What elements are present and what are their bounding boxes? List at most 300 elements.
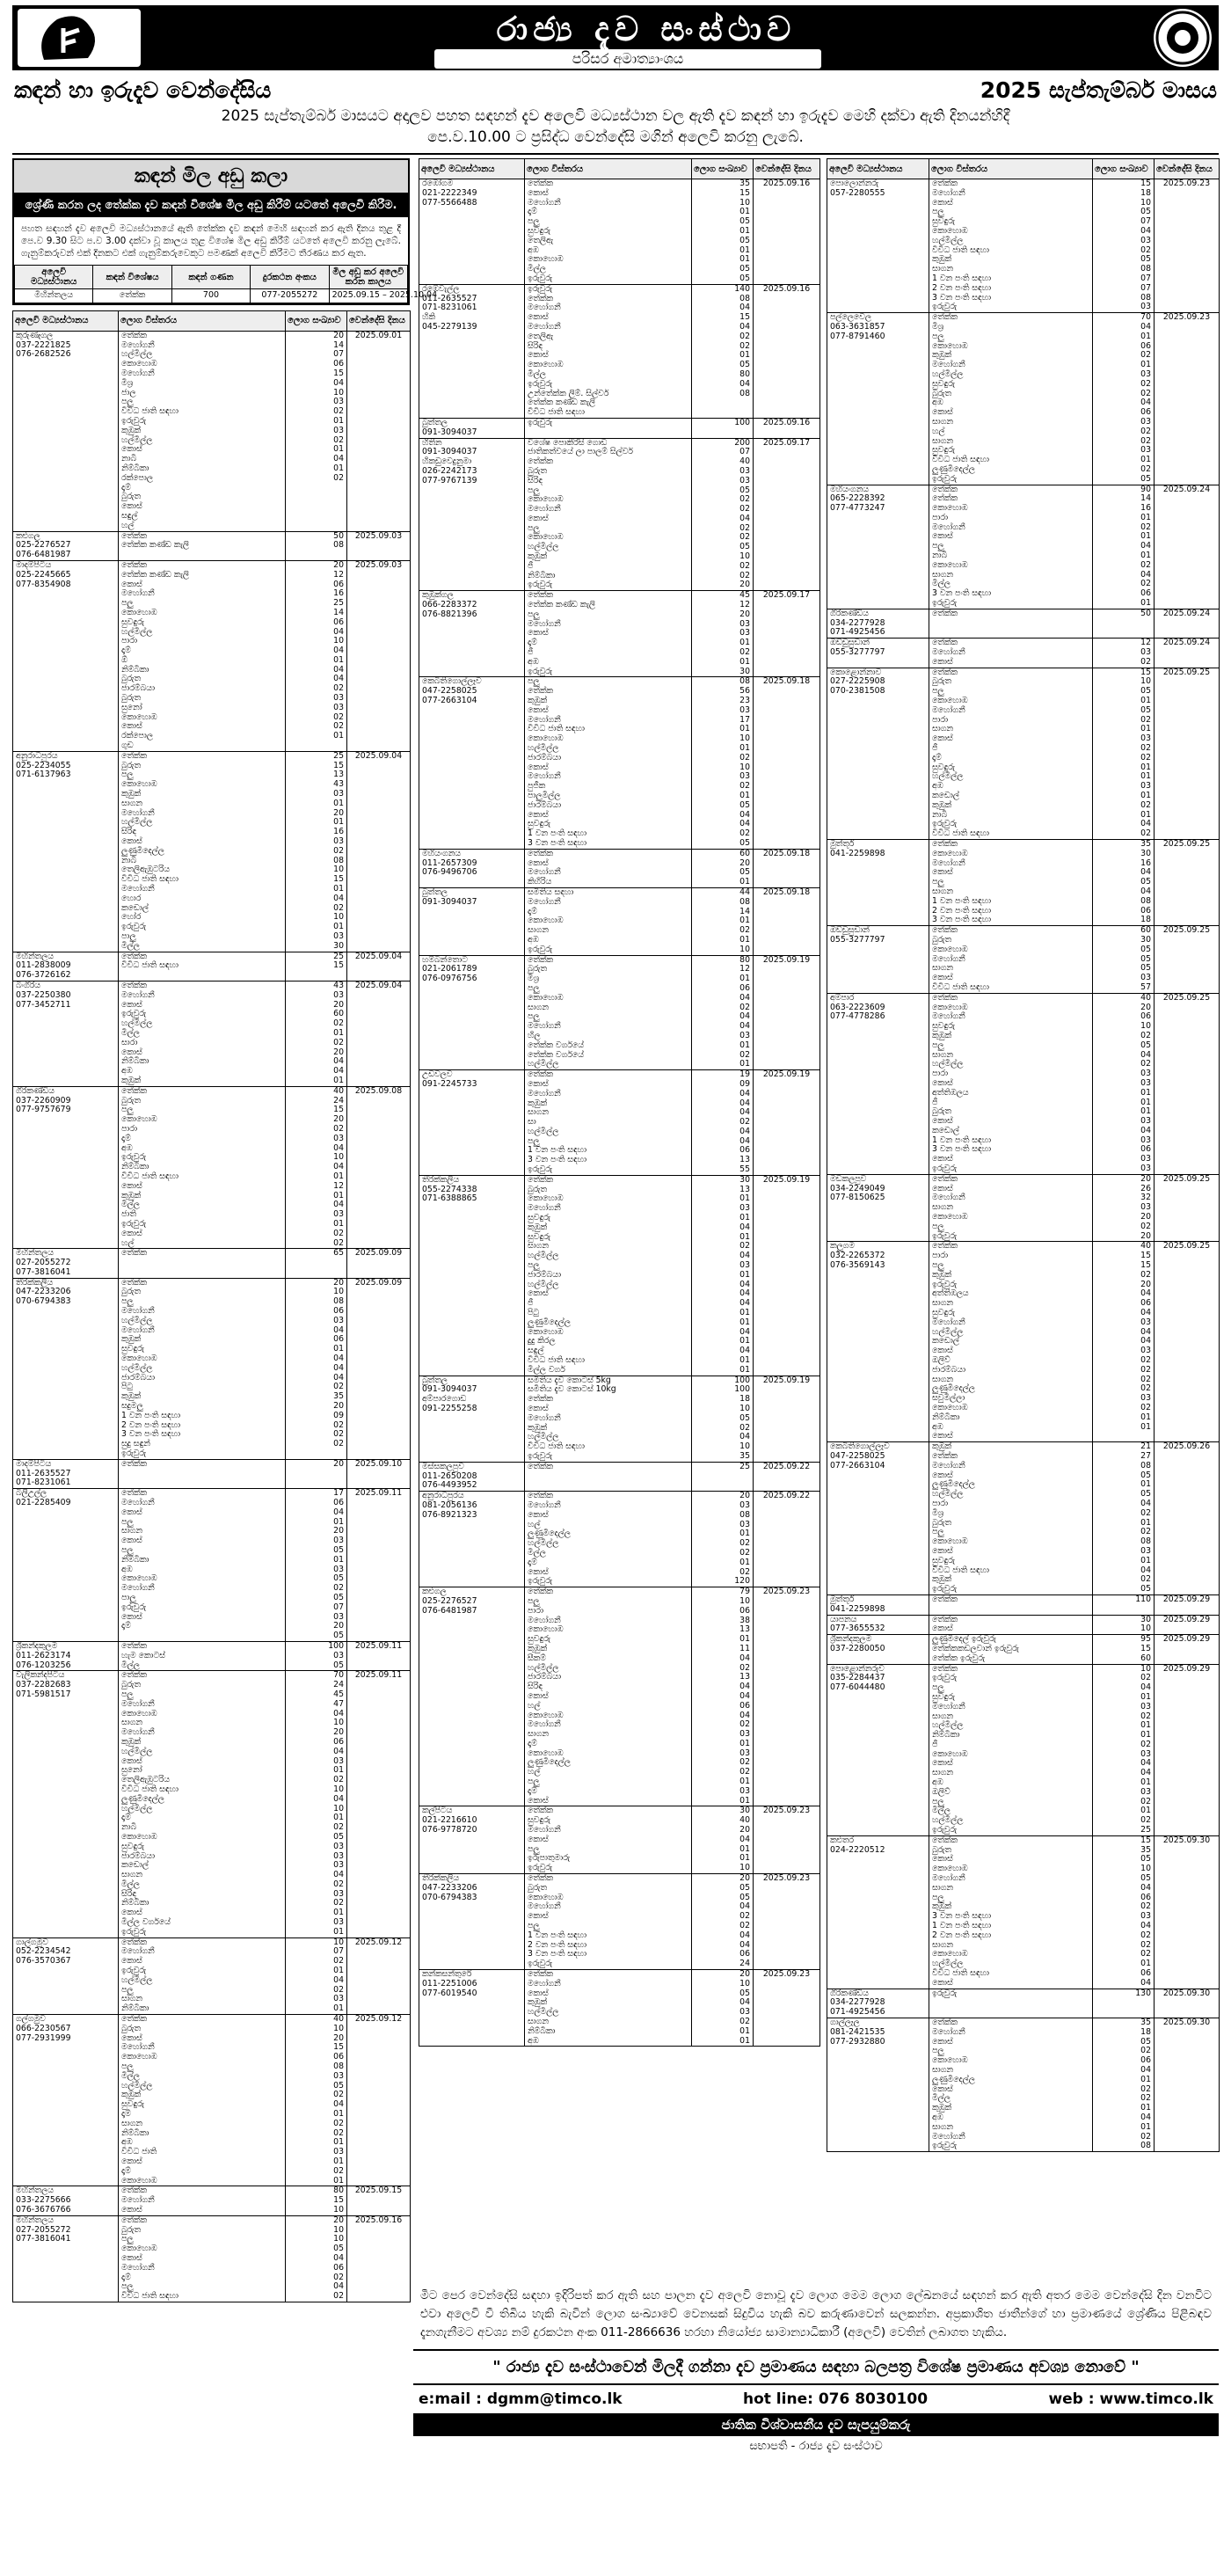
log-description-cell: තේක්ක <box>929 609 1093 638</box>
auction-date-cell: 2025.09.30 <box>1155 1835 1220 1989</box>
table-row <box>419 1070 820 1176</box>
log-count-cell: 100 <box>692 418 754 438</box>
header-cell: ලොග විස්තරය <box>929 159 1093 179</box>
log-description-cell: තේක්ක බුරුත පලු මහෝගනී හල්මිල්ල මහෝගනී කුඹුක් සුවඳුරු කොහොඹ හල්මිල්ල ජාරම්බයා පිටු කුඹුක් සදුමලු 1 වන පංති සඳහා 2 වන පංති සඳහා 3 වන පංති සඳහා සුදු සඳුන් ඉරුවුරු <box>119 1278 286 1459</box>
log-count-cell: 200 07 40 03 03 05 02 02 04 02 02 05 10 02 02 20 <box>692 438 754 591</box>
corporation-name: රාජ්‍ය දැව සංස්ථාව <box>496 9 797 48</box>
table-row <box>13 531 411 560</box>
table-row <box>827 993 1220 1174</box>
auction-date-cell: 2025.09.16 <box>754 284 820 418</box>
depot-cell: පොලොන්නරු 057-2280555 <box>827 179 929 313</box>
auction-date-cell: 2025.09.09 <box>347 1249 411 1278</box>
price-reduction-title: කඳන් මිල අඩු කලා <box>14 160 408 194</box>
log-count-cell: 20 26 32 03 20 02 20 <box>1093 1174 1155 1242</box>
footer-motto: " රාජ්‍ය දැව සංස්ථාවෙන් මිලදී ගන්නා දැව ප්‍රමාණය සඳහා බලපත්‍ර විශේෂ ප්‍රමාණය අවශ්‍ය නොවේ " <box>413 2349 1219 2385</box>
log-description-cell: තේක්ක තේක්ක කණ්ඩ කැලි කොස් මහෝගනී පලු කොහොඹ සුවඳුරු හල්මිල්ල පාරා දෑම් ඕ නිම්බිකා බුරුත ජාරම්බයා බුරුත සුනෝ කොහොඹ කොස් රක්පොල ගුඩ <box>119 560 286 751</box>
log-description-cell: තේක්ක මහෝගනී හල්මිල්ල කොහොඹ මහෝගනී මිශ්‍ර ජාල පලු විවිධ ජාති සඳහා ඉරුවුරු කුඹුක් හල්මිල්ල කොස් නාබි නිම්බිකා රක්පොල දෑම් බුරුත කොස් සඳුල් හල් <box>119 331 286 531</box>
auction-date-cell: 2025.09.01 <box>347 331 411 531</box>
depot-cell: බිංගිරිය 037-2250380 077-3452711 <box>13 981 119 1086</box>
signature-line: සභාපති - රාජ්‍ය දැව සංස්ථාව <box>749 2440 883 2453</box>
log-description-cell: ඉරුවුරු <box>525 418 692 438</box>
log-count-cell: 43 03 20 60 02 01 02 20 04 04 01 <box>286 981 347 1086</box>
log-description-cell: තේක්ක පාරා පලු කුඹුක් ඉරුවුරු අත්තිඹලය සාගන සුවඳුරු මහෝගනී හල්මිල්ල කඩොල් කොස් ඔලිව් ජාරම්බයා සාගන ලුණුමිදෙල්ල සවුමිල්ලා කොහොඹ නිම්බිකා අඹ කොස් <box>929 1242 1093 1442</box>
log-description-cell: තේක්ක <box>119 1249 286 1278</box>
depot-cell: කළුගල 025-2276527 076-6481987 <box>13 531 119 560</box>
depot-cell: මාදම්පිටිය 011-2635527 071-8231061 <box>13 1459 119 1488</box>
table-row <box>827 485 1220 609</box>
auction-date-cell: 2025.09.09 <box>347 1278 411 1459</box>
depot-cell: මිහින්තලය 011-2838009 076-3726162 <box>13 952 119 981</box>
log-count-cell: 100 100 18 10 05 02 04 10 35 <box>692 1376 754 1462</box>
log-description-cell: තේක්ක කොස් මහෝගනී කුඹුක් සාගන සා හල්මිල්ල පලු 1 වන පංති සඳහා 3 වන පංති සඳහා ඉරුවුරු <box>525 1070 692 1176</box>
log-description-cell: තේක්ක කොස් <box>929 1615 1093 1635</box>
depot-cell: හම්බන්තොට 021-2061789 076-0976756 <box>419 955 525 1070</box>
table-row <box>419 591 820 677</box>
email-label: e:mail : <box>419 2390 482 2408</box>
log-count-cell: 08 56 23 03 17 01 10 01 02 10 03 02 01 05 04 04 02 05 <box>692 677 754 849</box>
header-cell: වෙන්දේසි දිනය <box>754 159 820 179</box>
depot-cell: ගිරිකණ්ඩිය 037-2260909 077-9757679 <box>13 1086 119 1249</box>
log-description-cell: තේක්ක <box>119 1459 286 1488</box>
price-reduction-text: පහත සඳහන් දැව අලෙවි මධ්‍යස්ථානයේ ඇති තේක්ක දැව කඳන් මෙහි සඳහන් කර ඇති දිනය තුළ දී පෙ.ව 9.30 සිට ප.ව 3.00 දක්වා වූ කාලය තුළ විශේෂ මිල අඩු කිරීම් යටතේ අලෙවි කරනු ලැබේ. ගැනුම්කරුවන් එක් දිනකට එක් ගැනුම්කරුවෙකුට පමණක් අලෙවි කිරීමට තීරණය කර ඇත. <box>21 223 401 259</box>
owner-bar: ජාතික විශ්වාසනීය දැව සැපයුම්කරු <box>413 2413 1219 2436</box>
auction-date-cell: 2025.09.19 <box>754 1070 820 1176</box>
log-description-cell: සමිතිය දැව කොටස් 5kg සමිතිය දැව කොටස් 10kg තේක්ක කොස් මහෝගනී කුඹුක් හල්මිල්ල විවිධ ජාති සඳහා ඉරුවුරු <box>525 1376 692 1462</box>
log-description-cell: තේක්ක මහෝගනී කොස් ඉරුවුරු හල්මිල්ල මිල්ල සාරා කොස් නිම්බිකා අඹ කුඹුක් <box>119 981 286 1086</box>
web-link[interactable]: www.timco.lk <box>1099 2390 1213 2408</box>
table-row <box>827 1174 1220 1242</box>
table-row <box>13 1086 411 1249</box>
hotline-number[interactable]: 076 8030100 <box>818 2390 929 2408</box>
auction-date-cell: 2025.09.25 <box>1155 926 1220 994</box>
table-row <box>827 639 1220 668</box>
auction-date-cell: 2025.09.18 <box>754 849 820 887</box>
table-row <box>827 313 1220 485</box>
log-description-cell: තේක්ක බුරුත පලු කොහොඹ මහෝගනී පාරා සාගන කොස් ජී දෑම් සුවඳුරු හල්මිල්ල අඹ කඩොල් කුඹුක් නාබි ඉරුවුරු විවිධ ජාති සඳහා <box>929 668 1093 839</box>
depot-cell: මුත්තූර් 041-2259898 <box>827 839 929 925</box>
table-row <box>419 887 820 955</box>
log-count-cell: 30 40 20 04 01 01 10 <box>692 1806 754 1874</box>
depot-cell: ගාල්ගමුව 052-2234542 076-3570367 <box>13 1937 119 2014</box>
depot-cell: තිරික්කලිය 047-2233206 070-6794383 <box>419 1874 525 1970</box>
log-count-cell: 80 15 10 <box>286 2186 347 2215</box>
auction-date-cell: 2025.09.17 <box>754 591 820 677</box>
log-count-cell: 30 13 01 03 01 04 01 02 04 03 01 04 04 04 01 01 04 01 04 01 01 <box>692 1175 754 1376</box>
auction-date-cell: 2025.09.11 <box>347 1671 411 1937</box>
log-count-cell: 20 05 05 04 02 02 04 04 06 24 <box>692 1874 754 1970</box>
depot-cell: ඔඩ්ඩුසුඩාන් 055-3277797 <box>827 639 929 668</box>
log-count-cell: 40 15 15 02 20 04 06 04 03 04 04 03 02 02 02 02 03 02 01 01 <box>1093 1242 1155 1442</box>
auction-date-cell: 2025.09.23 <box>1155 179 1220 313</box>
log-count-cell: 20 10 05 04 03 02 01 01 <box>692 1970 754 2047</box>
table-row <box>13 1937 411 2014</box>
table-row <box>419 1874 820 1970</box>
table-cell: 2025.09.15 – 2025.10.04 <box>329 289 407 303</box>
log-description-cell: තේක්ක බුරුත පලු කොහොඹ කුඹුක් සාගන මහෝගනී හල්මිල්ල සිරිඳ කොස් ලුණුමිදෙල්ල නාබි තෙලිඇඹුටරිය විවිධ ජාති සඳහා මහෝගනී හොර කඩොල් හෝර ඉරුවුරු පාලු මිල්ල <box>119 751 286 952</box>
contact-bar <box>413 2385 1219 2413</box>
table-row <box>827 1242 1220 1442</box>
depot-cell: පල්ලෙවෙල 063-3631857 077-8791460 <box>827 313 929 485</box>
email-link[interactable]: dgmm@timco.lk <box>486 2390 623 2408</box>
auction-date-cell: 2025.09.15 <box>347 2186 411 2215</box>
table-row <box>827 1664 1220 1835</box>
log-count-cell: 45 12 20 03 03 01 02 01 30 <box>692 591 754 677</box>
log-description-cell: තේක්ක කොහොඹ මහෝගනී සුවඳුරු කුඹුක් පලු සාගන හල්මිල්ල පාරා කොස් අත්තිඹලය ජී බුරුත කොස් කඩොල් 1 වන පංති සඳහා 3 වන පංති සඳහා කොස් ඉරුවුරු <box>929 993 1093 1174</box>
log-description-cell: තේක්ක මහෝගනී කොස් <box>119 2186 286 2215</box>
depot-cell: කෙබිතිගොල්ලෑව 047-2258025 077-2663104 <box>827 1442 929 1595</box>
log-count-cell: 15 18 10 05 07 04 03 02 05 08 07 07 08 03 <box>1093 179 1155 313</box>
national-emblem-icon <box>1154 9 1212 67</box>
log-count-cell: 50 08 <box>286 531 347 560</box>
table-cell: තේක්ක <box>93 289 171 303</box>
log-count-cell: 10 07 02 01 04 02 03 01 <box>286 1937 347 2014</box>
log-count-cell: 70 04 01 06 02 01 03 02 02 04 06 03 02 02 03 01 02 05 <box>1093 313 1155 485</box>
auction-date-cell: 2025.09.19 <box>754 1376 820 1462</box>
table-row <box>13 2015 411 2186</box>
header-cell: අලෙවි මධ්‍යස්ථානය <box>13 310 119 331</box>
log-count-cell: 20 14 07 06 15 04 10 03 02 01 03 02 01 04 01 02 <box>286 331 347 531</box>
log-count-cell: 110 <box>1093 1594 1155 1615</box>
depot-cell: බුත්තල 091-3094037 <box>419 887 525 955</box>
table-row <box>13 1489 411 1642</box>
log-count-cell: 12 03 02 <box>1093 639 1155 668</box>
header-cell: ලොග විස්තරය <box>119 310 286 331</box>
auction-date-cell: 2025.09.24 <box>1155 485 1220 609</box>
log-description-cell: තේක්ක කොහොඹ මහෝගනී කොස් පලු සාගන 1 වන පංති සඳහා 2 වන පංති සඳහා 3 වන පංති සඳහා <box>929 839 1093 925</box>
auction-date-cell: 2025.09.23 <box>754 1806 820 1874</box>
log-count-cell: 35 18 05 02 06 04 01 02 02 01 04 01 02 08 <box>1093 2018 1155 2152</box>
table-row <box>419 1970 820 2047</box>
depot-cell: ගිරිකණ්ඩිය 034-2277928 071-4925456 <box>827 1989 929 2018</box>
log-count-cell: 15 10 05 01 05 02 01 03 02 02 01 01 03 01 02 01 04 02 <box>1093 668 1155 839</box>
header-cell: මිල අඩු කර අලෙවි කරන කාලය <box>329 266 407 289</box>
auction-date-cell: 2025.09.26 <box>1155 1442 1220 1595</box>
auction-date-cell: 2025.09.30 <box>1155 1989 1220 2018</box>
log-description-cell: තේක්ක පලු පාරා මහෝගනී කොහොඹ සුවඳුරු කුඹුක් සීකම් හල්මිල්ල ජාරම්බයා සිරිඳ කොස් හල් කොහොඹ මහෝගනී සාගන දෑම් කොහොඹ ලුණුමිදෙල්ල හල් පලු දෑම් කොස් <box>525 1587 692 1806</box>
header-cell: ලොග සංඛ්‍යාව <box>692 159 754 179</box>
auction-table <box>419 158 820 2047</box>
log-count-cell: 40 20 06 10 02 05 04 02 03 03 01 01 01 03 04 03 06 03 03 <box>1093 993 1155 1174</box>
auction-date-cell: 2025.09.16 <box>754 418 820 438</box>
depot-cell: ගිරිකණ්ඩිය 034-2277928 071-4925456 <box>827 609 929 638</box>
table-row <box>13 2215 411 2302</box>
header-cell: අලෙවි මධ්‍යස්ථානය <box>827 159 929 179</box>
table-cell: මිහින්තලය <box>15 289 93 303</box>
log-count-cell: 70 24 45 47 04 10 20 06 04 03 01 02 10 04 10 01 02 05 03 03 03 04 02 03 02 01 03 01 <box>286 1671 347 1937</box>
log-description-cell: තේක්ක <box>525 1462 692 1491</box>
auction-date-cell: 2025.09.19 <box>754 1175 820 1376</box>
hotline-label: hot line: <box>742 2390 813 2408</box>
table-row <box>419 284 820 418</box>
table-row <box>419 1492 820 1587</box>
header-cell: කඳන් විශේෂය <box>93 266 171 289</box>
auction-date-cell: 2025.09.16 <box>347 2215 411 2302</box>
table-row <box>13 560 411 751</box>
depot-cell: බුත්තල 091-3094037 අම්පාරගොඩ 091-2255258 <box>419 1376 525 1462</box>
table-row <box>13 1641 411 1670</box>
auction-date-cell: 2025.09.25 <box>1155 1242 1220 1442</box>
auction-date-cell: 2025.09.29 <box>1155 1664 1220 1835</box>
table-row <box>827 2018 1220 2152</box>
table-row <box>419 1806 820 1874</box>
log-description-cell: තේක්ක බුරුත පලු කොහොඹ කොස් මහෝගනී දෑම් පලු විවිධ ජාති සඳහා <box>119 2215 286 2302</box>
table-row <box>419 849 820 887</box>
auction-date-cell: 2025.09.03 <box>347 531 411 560</box>
log-count-cell: 40 10 20 15 06 08 03 05 02 04 01 02 02 01 03 01 02 01 <box>286 2015 347 2186</box>
table-row <box>827 839 1220 925</box>
auction-date-cell: 2025.09.11 <box>347 1641 411 1670</box>
log-description-cell: තේක්ක බුරුත කොහොඹ මහෝගනී සුවඳුරු කුඹුක් සුවඳුරු සාගන හල්මිල්ල පලු ජාරම්බයා හල්මිල්ල කොස් ජී පිටු ලුණුමිදෙල්ල කොහොඹ දුදු කිරල සඳුල් විවිධ ජාති සඳහා මිල්ල වර්ග <box>525 1175 692 1376</box>
log-count-cell: 90 14 16 01 02 01 04 01 02 04 02 06 01 <box>1093 485 1155 609</box>
auction-date-cell: 2025.09.19 <box>754 955 820 1070</box>
log-description-cell: තේක්ක තේක්ක කණ්ඩ කැලි <box>119 531 286 560</box>
auction-date-cell: 2025.09.22 <box>754 1492 820 1587</box>
log-description-cell: තේක්ක මහෝගනී කොස් පලු කොහොඹ සාගන ලුණුමිදෙල්ල කොස් මිල්ල කුඹුක් අඹ සාගන මහෝගනී ඉරුවුරු <box>929 2018 1093 2152</box>
auction-headline: කඳන් හා ඉරුදැව වෙන්දේසිය <box>14 77 272 103</box>
table-cell: 700 <box>171 289 250 303</box>
table-row <box>827 926 1220 994</box>
header-cell: ලොග සංඛ්‍යාව <box>1093 159 1155 179</box>
table-row <box>419 1587 820 1806</box>
table-cell: 077-2055272 <box>251 289 329 303</box>
depot-cell: පොළොන්නරුව 035-2284437 077-6044480 <box>827 1664 929 1835</box>
auction-date-cell: 2025.09.30 <box>1155 2018 1220 2152</box>
depot-cell: මිහින්තලය 033-2275666 076-3676766 <box>13 2186 119 2215</box>
depot-cell: බිලිඋල්ල 021-2285409 <box>13 1489 119 1642</box>
depot-cell: මුත්තූර් 041-2259898 <box>827 1594 929 1615</box>
log-count-cell: 17 06 04 01 20 03 05 01 03 05 02 05 07 03 20 05 <box>286 1489 347 1642</box>
log-count-cell: 25 15 <box>286 952 347 981</box>
log-count-cell: 10 02 04 01 03 02 01 01 02 03 04 04 01 03 02 01 02 25 <box>1093 1664 1155 1835</box>
intro-text: 2025 සැප්තැම්බර් මාසයට අදාලව පහත සඳහන් දැව අලෙවි මධ්‍යස්ථාන වල ඇති දැව කඳන් හා ඉරුදැව මෙහි දක්වා ඇති දිනයන්හිදී පෙ.ව.10.00 ට ප්‍රසිද්ධ වෙන්දේසි මගින් අලෙවි කරනු ලැබේ. <box>221 107 1010 146</box>
log-count-cell: 35 15 10 01 05 01 05 01 01 05 05 <box>692 179 754 285</box>
depot-cell: කල්පිටිය 021-2216610 076-9778720 <box>419 1806 525 1874</box>
table-row <box>827 609 1220 638</box>
auction-date-cell: 2025.09.29 <box>1155 1594 1220 1615</box>
log-description-cell: තේක්ක මහෝගනී කොස් පලු සාගන කොස් පලු නිම්බිකා අඹ කොහොඹ මහෝගනී පාලු ඉරුවුරු කොස් දෑම් <box>119 1489 286 1642</box>
depot-cell: කෙබිතිගොල්ලෑව 047-2258025 077-2663104 <box>419 677 525 849</box>
auction-date-cell: 2025.09.17 <box>754 438 820 591</box>
email-contact <box>419 2390 623 2408</box>
log-description-cell: තේක්ක කොස් මහෝගනී කිහිරිය <box>525 849 692 887</box>
header-cell: දුරකථන අංකය <box>251 266 329 289</box>
auction-date-cell: 2025.09.12 <box>347 1937 411 2014</box>
log-count-cell: 40 24 15 20 02 03 04 10 04 01 12 01 04 03 01 02 02 <box>286 1086 347 1249</box>
depot-cell: මඩකලපුව 034-2249049 077-8150625 <box>827 1174 929 1242</box>
header-cell: ලොග විස්තරය <box>525 159 692 179</box>
depot-cell: මහියංගනය 065-2228392 077-4773247 <box>827 485 929 609</box>
masthead-banner <box>12 5 1219 70</box>
auction-table <box>827 158 1220 2152</box>
log-description-cell: තේක්ක මහෝගනී කොස් පලු සුවඳුරු කොහොඹ හල්මිල්ල විවිධ ජාති සඳහා කුඹුක් සාගන 1 වන පංති සඳහා 2 වන පංති සඳහා 3 වන පංති සඳහා ඉරුවුරු <box>929 179 1093 313</box>
log-description-cell: තේක්ක සුවඳුරු මහෝගනී කොස් පලු ඉරුපාතුමාරු ඉරුවුරු <box>525 1806 692 1874</box>
log-description-cell: ලුණුමිදෙල් ඉරුවුරු තේක්කකඩලවාන් ඉරුවුරු තේක්ක ඉරුවුරු <box>929 1635 1093 1664</box>
auction-date-cell: 2025.09.24 <box>1155 639 1220 668</box>
log-description-cell: තේක්ක බුරුත පලු මහෝගනී කොහොඹ සාගන මහෝගනී කුඹුක් හල්මිල්ල කොස් සුනෝ තෙලිඇඹුටරිය විවිධ ජාති සඳහා ලුණුමිදෙල්ල හල්මිල්ල දෑම් නාබි කොහොඹ සුවඳුරු ජාරම්බයා කඩොල් සාගන මිල්ල සිරිඳ නිම්බිකා කොස් මිල්ල වර්ගයේ ඉරුවුරු <box>119 1671 286 1937</box>
log-count-cell: 60 30 05 05 05 03 57 <box>1093 926 1155 994</box>
log-description-cell: තේක්ක බුරුත මිශ්‍ර පලු කොහොඹ සාගන පලු මහෝගනී හිල තේක්ක වර්ගයේ තේක්ක වර්ගයේ හල්මිල්ල <box>525 955 692 1070</box>
log-count-cell: 20 12 06 16 25 14 06 04 10 04 01 04 04 02 03 03 02 02 01 <box>286 560 347 751</box>
log-description-cell: තේක්ක මහෝගනී කොස් කුඹුක් හල්මිල්ල සාගන නිම්බිකා අඹ <box>525 1970 692 2047</box>
log-count-cell: 65 <box>286 1249 347 1278</box>
depot-cell: ගාල්ලෑල 081-2421535 077-2932880 <box>827 2018 929 2152</box>
depot-cell: වැලිකන්දපිටිය 037-2282683 071-5981517 <box>13 1671 119 1937</box>
depot-cell: කළුගල 025-2276527 076-6481987 <box>419 1587 525 1806</box>
auction-date-cell: 2025.09.11 <box>347 1489 411 1642</box>
log-description-cell: පලු තේක්ක කුඹුක් කොස් මහෝගනී විවිධ ජාති සඳහා කොහොඹ හල්මිල්ල ජාරම්බයා කොස් මහෝගනී පුජීක පාලුමිල්ල ජාරම්බයා කොස් සුවඳුරු 1 වන පංති සඳහා 3 වන පංති සඳහා <box>525 677 692 849</box>
depot-cell: කොළොන්නාව 027-2225908 070-2381508 <box>827 668 929 839</box>
log-count-cell: 25 15 13 43 03 01 20 01 16 03 02 08 10 15 01 04 02 10 01 03 30 <box>286 751 347 952</box>
depot-cell: කළුතර 024-2220512 <box>827 1835 929 1989</box>
log-count-cell: 20 10 10 05 04 06 02 04 02 <box>286 2215 347 2302</box>
depot-cell: ශ්‍රීකන්දකුලම 037-2280050 <box>827 1635 929 1664</box>
auction-date-cell: 2025.09.22 <box>754 1462 820 1491</box>
table-row <box>13 1671 411 1937</box>
depot-cell: කුඹුක්ගල 066-2283372 076-8821396 <box>419 591 525 677</box>
table-row <box>419 677 820 849</box>
auction-date-cell: 2025.09.25 <box>1155 839 1220 925</box>
auction-date-cell: 2025.09.18 <box>754 887 820 955</box>
price-reduction-subtitle: ශ්‍රේණි කරන ලද තේක්ක දැව කඳන් විශේෂ මිල අඩු කිරීම් යටතේ අලෙවි කිරීම. <box>14 194 408 217</box>
log-count-cell: 35 30 16 04 05 04 08 06 18 <box>1093 839 1155 925</box>
depot-cell: කලුගම 032-2265372 076-3569143 <box>827 1242 929 1442</box>
depot-cell: ගල්ගමුව 066-2230567 077-2931999 <box>13 2015 119 2186</box>
depot-cell: රඹේවැල්ල 011-2635527 071-8231061 හිකි 045-2279139 <box>419 284 525 418</box>
table-row <box>419 1376 820 1462</box>
header-divider <box>12 153 1219 155</box>
table-row <box>827 1989 1220 2018</box>
log-description-cell: තේක්ක කොස් මහෝගනී දෑම් පලු සුවඳුරු තෙලිඇ අඹ කොහොඹ මිල්ල ඉරුවුරු <box>525 179 692 285</box>
hotline-contact <box>743 2390 928 2408</box>
auction-column-3 <box>827 158 1219 2152</box>
auction-date-cell: 2025.09.23 <box>754 1970 820 2047</box>
auction-date-cell: 2025.09.18 <box>754 677 820 849</box>
table-row <box>13 1249 411 1278</box>
depot-cell: මිස්සකලපුව 011-2650208 076-4493952 <box>419 1462 525 1491</box>
table-row <box>827 1594 1220 1615</box>
log-count-cell: 21 27 08 05 01 05 04 02 01 02 08 03 01 04 02 05 <box>1093 1442 1155 1595</box>
log-count-cell: 50 <box>1093 609 1155 638</box>
depot-cell: තිරික්කලිය 055-2274338 071-6388865 <box>419 1175 525 1376</box>
log-count-cell: 20 <box>286 1459 347 1488</box>
log-count-cell: 30 10 <box>1093 1615 1155 1635</box>
log-description-cell: තේක්ක හැම කොටස් මිල්ල <box>119 1641 286 1670</box>
auction-date-cell: 2025.09.29 <box>1155 1615 1220 1635</box>
header-cell: අලෙවි මධ්‍යස්ථානය <box>419 159 525 179</box>
auction-date-cell: 2025.09.23 <box>754 1587 820 1806</box>
table-row <box>13 331 411 531</box>
table-row <box>419 1462 820 1491</box>
table-row <box>827 1635 1220 1664</box>
depot-cell: මාදම්පිටිය 025-2245665 077-8354908 <box>13 560 119 751</box>
header-cell: වෙන්දේසි දිනය <box>1155 159 1220 179</box>
depot-cell: රඹෝගම 021-2222349 077-5566488 <box>419 179 525 285</box>
header-cell: වෙන්දේසි දිනය <box>347 310 411 331</box>
log-description-cell: තේක්ක කොස් මහෝගනී සාගන කොහොඹ පලු ඉරුවුරු <box>929 1174 1093 1242</box>
table-row <box>827 1615 1220 1635</box>
log-count-cell: 25 <box>692 1462 754 1491</box>
log-count-cell: 60 20 05 01 <box>692 849 754 887</box>
depot-cell: කන්කසන්තුරේ 011-2251006 077-6019540 <box>419 1970 525 2047</box>
log-count-cell: 130 <box>1093 1989 1155 2018</box>
footer-notice: මීට පෙර වෙන්දේසි සඳහා ඉදිරිපත් කර ඇති සහ පාලන දැව අලෙවි නොවූ දැව ලොග මෙම ලොග ලේඛනයේ සඳහන් කර ඇති අතර මෙම වෙන්දේසි දින වනවිට එවා අලෙවි වී තිබිය හැකි බැවින් ලොග සංඛ්‍යාවේ වෙනසක් සිදුවිය හැකි බව කරුණාවෙන් සලකන්න. අප්‍රකාශිත ජාතීන්ගේ හා ප්‍රමාණයේ ශ්‍රේණිය පිළිබඳව දැනගැනීමට අවශ්‍ය නම් දුරකථන අංක 011-2866636 හරහා නියෝජ්‍ය සාමාන්‍යාධිකාරී (අලෙවි) වෙතින් ලබාගත හැකිය. <box>420 2288 1212 2339</box>
depot-cell: මිහින්තලය 027-2055272 077-3816041 <box>13 1249 119 1278</box>
log-count-cell: 44 08 14 01 02 01 10 <box>692 887 754 955</box>
footer <box>413 2287 1219 2456</box>
auction-date-cell: 2025.09.04 <box>347 751 411 952</box>
price-reduction-table <box>14 265 438 303</box>
log-count-cell: 100 03 05 <box>286 1641 347 1670</box>
log-description-cell: තේක්ක බුරුත පලු කොහොඹ පාරා දෑම් අඹ ඉරුවුරු නිම්බිකා විවිධ ජාති සඳහා කොස් කුඹුක් මිල්ල ජාති ඉරුවුරු කොස් හල් <box>119 1086 286 1249</box>
depot-cell: යාපනය 077-3655532 <box>827 1615 929 1635</box>
depot-cell: ඔඩ්ඩුසුඩාන් 055-3277797 <box>827 926 929 994</box>
log-description-cell: ඉරුවුරු තේක්ක මහෝගනී කොස් මහෝගනී තෙලිඇ සිරිඳ කොස් කොහොඹ මිල්ල ඉරුවුරු උන්තේක්ක ලිම්. සිල්වර් තේක්ක කණ්ඩ කැලි විවිධ ජාති සඳහා <box>525 284 692 418</box>
web-contact <box>1048 2390 1213 2408</box>
log-description-cell: තේක්ක බුරුත කොහොඹ මහෝගනී කොස් පලු 1 වන පංති සඳහා 2 වන පංති සඳහා 3 වන පංති සඳහා ඉරුවුරු <box>525 1874 692 1970</box>
depot-cell: හිතින 091-3094037 හිකඩුවෙදුනුමා 026-2242173 077-9767139 <box>419 438 525 591</box>
auction-date-cell: 2025.09.16 <box>754 179 820 285</box>
table-row <box>13 1459 411 1488</box>
log-description-cell: තේක්ක බුරුත කොස් මහෝගනී කොහොඹ පලු මිල්ල හල්මිල්ල කුඹුක් සුවඳුරු දෑම් සාගන නිම්බිකා අඹ විවිධ ජාති කොස් දෑම් කොහොඹ <box>119 2015 286 2186</box>
table-row <box>827 1442 1220 1595</box>
web-label: web : <box>1048 2390 1095 2408</box>
depot-cell: තිරික්කලිය 047-2233206 070-6794383 <box>13 1278 119 1459</box>
log-count-cell: 15 35 05 10 05 04 06 02 03 04 02 02 02 01 06 04 <box>1093 1835 1155 1989</box>
price-reduction-box <box>12 158 438 305</box>
log-count-cell: 140 08 04 15 04 02 02 01 05 80 04 08 <box>692 284 754 418</box>
auction-date-cell: 2025.09.25 <box>1155 993 1220 1174</box>
table-row <box>827 1835 1220 1989</box>
log-description-cell: තේක්ක මිශ්‍ර පලු කොහොඹ කුඹුක් මහෝගනී හල්මිල්ල සුවඳුරු බුරුත අඹ කොස් සාගන හල් සාගන සුවඳුරු විවිධ ජාති සඳහා ලුණුමිදෙල්ල ඉරුවුරු <box>929 313 1093 485</box>
log-count-cell: 79 10 06 38 13 01 11 04 02 13 04 04 06 04 02 03 01 03 02 02 01 03 01 <box>692 1587 754 1806</box>
auction-date-cell: 2025.09.08 <box>347 1086 411 1249</box>
log-description-cell: තේක්ක <box>929 1594 1093 1615</box>
depot-cell: අම්පාර 063-2223609 077-4778286 <box>827 993 929 1174</box>
auction-table <box>12 310 411 2302</box>
auction-date-cell: 2025.09.10 <box>347 1459 411 1488</box>
depot-cell: අනුරාධපුරය 081-2056136 076-8921323 <box>419 1492 525 1587</box>
table-row <box>13 1278 411 1459</box>
log-description-cell: තේක්ක බුරුත කොස් කොහොඹ මහෝගනී සාගන පලු කුඹුක් 3 වන පංති සඳහා 1 වන පංති සඳහා 2 වන පංති සඳහා සාගන කොහොඹ හල්මිල්ල විවිධ ජාති සඳහා කොස් <box>929 1835 1093 1989</box>
table-row <box>13 2186 411 2215</box>
auction-date-cell: 2025.09.12 <box>347 2015 411 2186</box>
auction-month: 2025 සැප්තැම්බර් මාසය <box>980 77 1217 103</box>
auction-date-cell: 2025.09.25 <box>1155 1174 1220 1242</box>
log-count-cell: 20 03 08 03 01 02 02 01 02 120 <box>692 1492 754 1587</box>
corporation-logo-icon <box>18 9 141 67</box>
log-count-cell: 19 09 04 04 04 02 04 04 06 13 55 <box>692 1070 754 1176</box>
log-count-cell: 80 12 01 06 04 02 04 04 03 01 02 01 <box>692 955 754 1070</box>
depot-cell: මිහින්තලය 027-2055272 077-3816041 <box>13 2215 119 2302</box>
auction-column-2 <box>419 158 819 2047</box>
auction-date-cell: 2025.09.25 <box>1155 668 1220 839</box>
depot-cell: බුත්තල 091-3094037 <box>419 418 525 438</box>
log-description-cell: තේක්ක මහෝගනී කොස් <box>929 639 1093 668</box>
auction-date-cell: 2025.09.24 <box>1155 609 1220 638</box>
log-description-cell: තේක්ක ඉරුවුරු පලු සුවඳුරු මහෝගනී සාගන හල්මිල්ල නිම්බිකා ජී කොහොඹ කොස් සාගන අඹ ඔලිව් පලු මිල්ල හල්මිල්ල ඉරුවුරු <box>929 1664 1093 1835</box>
table-row <box>419 955 820 1070</box>
table-row <box>419 418 820 438</box>
header-cell: අලෙවි මධ්‍යස්ථානය <box>15 266 93 289</box>
log-description-cell: තේක්ක මහෝගනී කොස් ඉරුවුරු හල්මිල්ල පලු සාගන නිම්බිකා <box>119 1937 286 2014</box>
auction-column-1 <box>12 158 438 2302</box>
log-description-cell: තේක්ක තේක්ක කණ්ඩ කැලි පලු මහෝගනී කොස් දෑම් ජී අඹ ඉරුවුරු <box>525 591 692 677</box>
log-description-cell: තේක්ක බුරුත කොහොඹ මහෝගනී සාගන කොස් විවිධ ජාති සඳහා <box>929 926 1093 994</box>
log-description-cell: තේක්ක විවිධ ජාති සඳහා <box>119 952 286 981</box>
table-row <box>419 1175 820 1376</box>
table-row <box>827 179 1220 313</box>
ministry-name: පරිසර අමාත්‍යාංශය <box>434 49 821 69</box>
